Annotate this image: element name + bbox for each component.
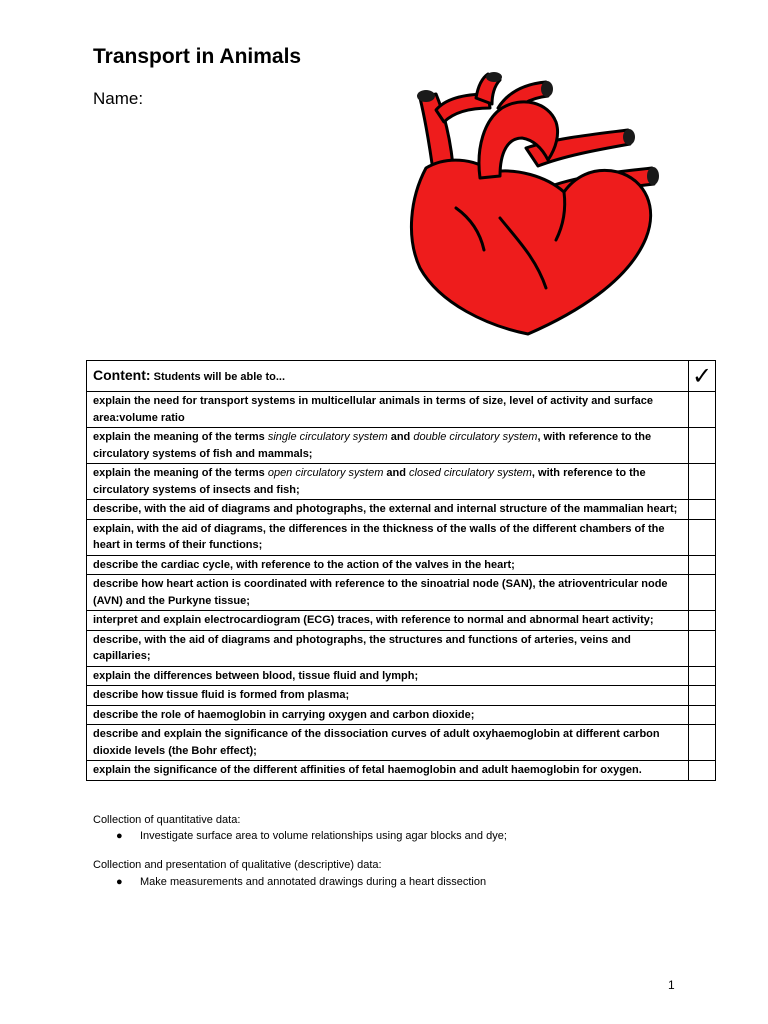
objective-text: describe how heart action is coordinated with reference to the sinoatrial node (SAN), the atrioventricular node (AVN) and the Purkyne tissue; — [87, 575, 689, 611]
checkbox-cell[interactable] — [689, 666, 716, 686]
check-column-header — [689, 361, 716, 392]
checkbox-cell[interactable] — [689, 761, 716, 781]
checkbox-cell[interactable] — [689, 575, 716, 611]
checkmark-icon: ✓ — [691, 362, 713, 390]
bullet-icon: ● — [116, 830, 123, 842]
quantitative-heading: Collection of quantitative data: — [93, 814, 241, 826]
objective-text: explain, with the aid of diagrams, the differences in the thickness of the walls of the different chambers of the heart in terms of their functions; — [87, 519, 689, 555]
name-label: Name: — [93, 89, 144, 108]
qualitative-heading: Collection and presentation of qualitative (descriptive) data: — [93, 859, 382, 871]
table-row — [87, 725, 716, 761]
checkbox-cell[interactable] — [689, 519, 716, 555]
table-row — [87, 705, 716, 725]
heart-illustration — [396, 68, 674, 338]
checkbox-cell[interactable] — [689, 611, 716, 631]
table-row — [87, 666, 716, 686]
objective-text: explain the meaning of the terms single circulatory system and double circulatory system, with reference to the circulatory systems of fish and mammals; — [87, 428, 689, 464]
page-number: 1 — [668, 978, 675, 992]
objective-text: explain the differences between blood, tissue fluid and lymph; — [87, 666, 689, 686]
table-row — [87, 392, 716, 428]
page-title: Transport in Animals — [93, 45, 302, 68]
content-header-label: Content: — [93, 366, 151, 383]
objective-text: describe and explain the significance of the dissociation curves of adult oxyhaemoglobin at different carbon dioxide levels (the Bohr effect); — [87, 725, 689, 761]
checkbox-cell[interactable] — [689, 392, 716, 428]
objective-text: describe, with the aid of diagrams and photographs, the structures and functions of arteries, veins and capillaries; — [87, 630, 689, 666]
objective-text: interpret and explain electrocardiogram (ECG) traces, with reference to normal and abnormal heart activity; — [87, 611, 689, 631]
table-row — [87, 630, 716, 666]
table-row — [87, 686, 716, 706]
objective-text: describe how tissue fluid is formed from plasma; — [87, 686, 689, 706]
table-row — [87, 464, 716, 500]
checkbox-cell[interactable] — [689, 630, 716, 666]
qualitative-bullet-text: Make measurements and annotated drawings during a heart dissection — [140, 876, 487, 888]
bullet-icon: ● — [116, 876, 123, 888]
objective-text: explain the need for transport systems in multicellular animals in terms of size, level of activity and surface area:volume ratio — [87, 392, 689, 428]
checkbox-cell[interactable] — [689, 464, 716, 500]
quantitative-bullet-text: Investigate surface area to volume relationships using agar blocks and dye; — [140, 830, 507, 842]
checkbox-cell[interactable] — [689, 686, 716, 706]
checkbox-cell[interactable] — [689, 555, 716, 575]
table-row — [87, 500, 716, 520]
objective-text: describe the role of haemoglobin in carrying oxygen and carbon dioxide; — [87, 705, 689, 725]
objective-text: describe the cardiac cycle, with reference to the action of the valves in the heart; — [87, 555, 689, 575]
table-row — [87, 555, 716, 575]
checkbox-cell[interactable] — [689, 428, 716, 464]
table-row — [87, 575, 716, 611]
table-row — [87, 611, 716, 631]
objective-text: explain the meaning of the terms open circulatory system and closed circulatory system, with reference to the circulatory systems of insects and fish; — [87, 464, 689, 500]
objective-text: explain the significance of the different affinities of fetal haemoglobin and adult haemoglobin for oxygen. — [87, 761, 689, 781]
checkbox-cell[interactable] — [689, 725, 716, 761]
qualitative-bullet — [116, 876, 486, 888]
table-row — [87, 519, 716, 555]
checkbox-cell[interactable] — [689, 500, 716, 520]
content-header — [87, 361, 689, 392]
table-row — [87, 428, 716, 464]
quantitative-bullet — [116, 830, 507, 842]
table-row — [87, 761, 716, 781]
content-table — [86, 360, 716, 781]
objective-text: describe, with the aid of diagrams and photographs, the external and internal structure of the mammalian heart; — [87, 500, 689, 520]
checkbox-cell[interactable] — [689, 705, 716, 725]
content-header-subtitle: Students will be able to... — [153, 370, 286, 383]
